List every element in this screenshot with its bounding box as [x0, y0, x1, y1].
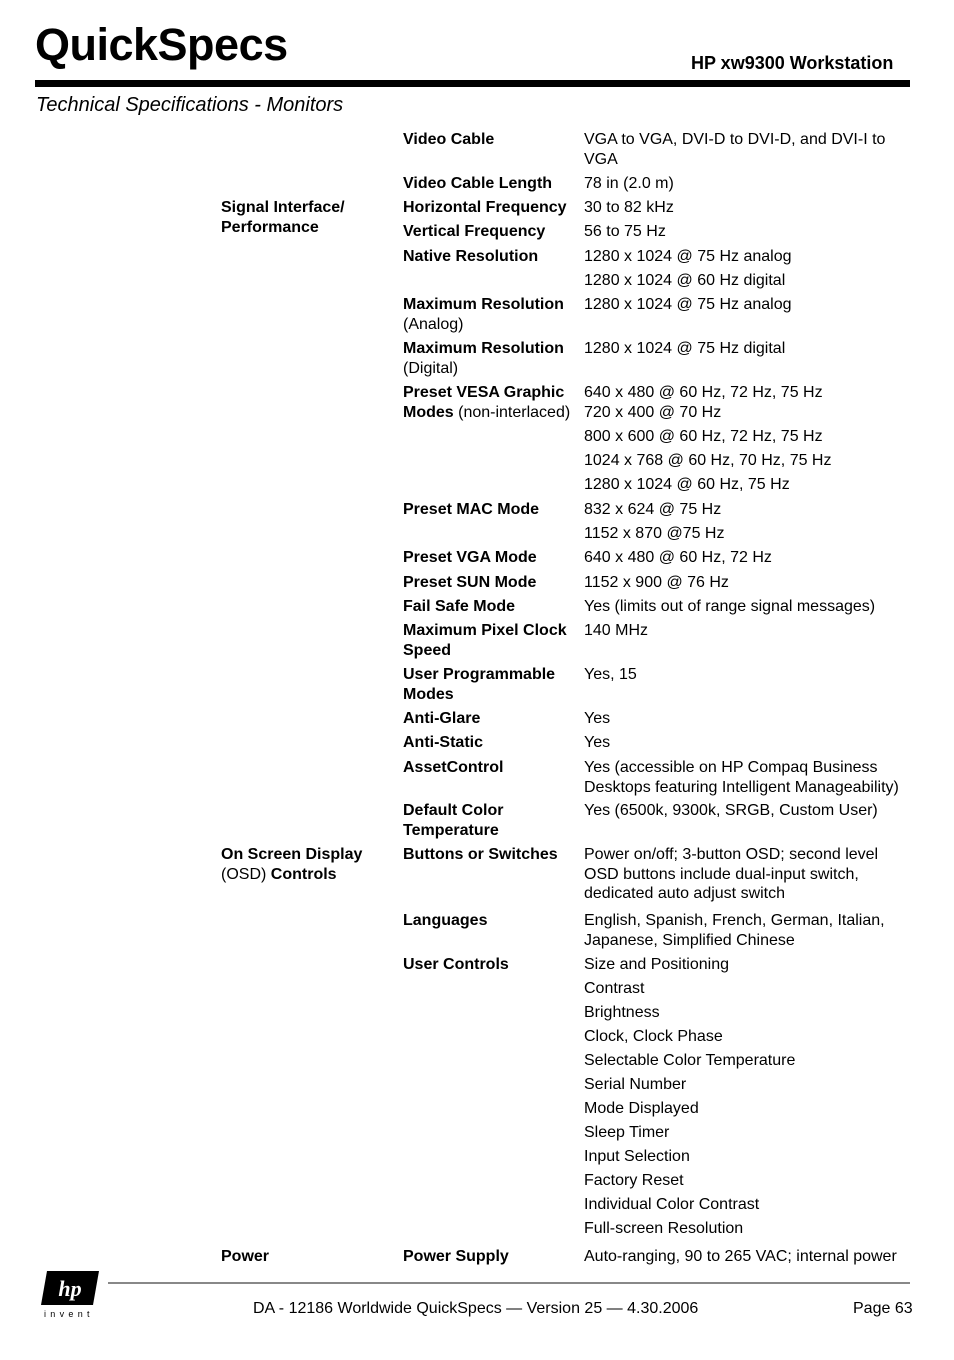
spec-value: Yes, 15 — [584, 666, 637, 683]
spec-value: English, Spanish, French, German, Italian, Japanese, Simplified Chinese — [584, 912, 885, 949]
spec-label — [403, 801, 581, 840]
spec-value: Clock, Clock Phase — [584, 1028, 723, 1045]
spec-value-cell — [584, 1247, 914, 1267]
spec-value: Yes (limits out of range signal messages) — [584, 598, 876, 615]
text-fragment: Vertical Frequency — [403, 223, 546, 240]
text-fragment: Preset SUN Mode — [403, 574, 537, 591]
spec-value-cell — [584, 130, 914, 169]
brand-title: QuickSpecs — [35, 19, 288, 70]
text-fragment: AssetControl — [403, 759, 504, 776]
spec-value: 1280 x 1024 @ 75 Hz digital — [584, 340, 786, 357]
text-fragment: Controls — [270, 865, 337, 883]
text-fragment: Preset VGA Mode — [403, 549, 537, 566]
group-cell — [221, 198, 396, 237]
footer-doc-info: DA - 12186 Worldwide QuickSpecs — Version 25 — 4.30.2006 — [253, 1300, 699, 1317]
footer-page-number: Page 63 — [853, 1300, 913, 1317]
spec-label — [403, 295, 581, 334]
text-fragment: Buttons or Switches — [403, 846, 558, 863]
spec-value: Yes — [584, 734, 611, 751]
spec-value: Power on/off; 3-button OSD; second level OSD buttons include dual-input switch, dedicated auto adjust switch — [584, 846, 879, 902]
spec-label — [403, 911, 581, 931]
spec-value-cell — [584, 174, 914, 194]
spec-value-cell — [584, 709, 914, 729]
text-fragment: Video Cable Length — [403, 175, 553, 192]
spec-value: Yes (accessible on HP Compaq Business Desktops featuring Intelligent Manageability) — [584, 759, 899, 796]
text-fragment: Default Color Temperature — [403, 802, 504, 839]
spec-value-cell — [584, 911, 914, 950]
spec-label — [403, 548, 581, 568]
text-fragment: Horizontal Frequency — [403, 199, 567, 216]
spec-value-cell — [584, 247, 914, 291]
group-cell — [221, 845, 396, 884]
spec-value: Size and Positioning — [584, 956, 729, 973]
text-fragment: Native Resolution — [403, 248, 539, 265]
text-fragment: Maximum Resolution — [403, 340, 564, 357]
spec-value-cell — [584, 198, 914, 218]
product-name: HP xw9300 Workstation — [691, 53, 894, 73]
spec-label — [403, 198, 581, 218]
text-fragment: Maximum Pixel Clock Speed — [403, 622, 567, 659]
spec-value: Sleep Timer — [584, 1124, 670, 1141]
spec-value: Contrast — [584, 980, 645, 997]
text-fragment: User Programmable Modes — [403, 666, 556, 703]
spec-value-cell — [584, 339, 914, 359]
spec-value-cell — [584, 801, 914, 821]
spec-label — [403, 621, 581, 660]
text-fragment: User Controls — [403, 956, 509, 973]
spec-value: 832 x 624 @ 75 Hz — [584, 501, 722, 518]
spec-value: 30 to 82 kHz — [584, 199, 674, 216]
spec-value: Selectable Color Temperature — [584, 1052, 796, 1069]
spec-value-cell — [584, 295, 914, 315]
spec-value-cell — [584, 383, 914, 494]
spec-label — [403, 845, 581, 865]
spec-label — [403, 500, 581, 520]
text-fragment: (Analog) — [403, 315, 464, 333]
footer-rule — [108, 1282, 910, 1284]
spec-value: 56 to 75 Hz — [584, 223, 666, 240]
spec-value-cell — [584, 621, 914, 641]
text-fragment: Power — [221, 1248, 270, 1265]
spec-value-cell — [584, 955, 914, 1239]
spec-label — [403, 339, 581, 378]
spec-value: 640 x 480 @ 60 Hz, 72 Hz, 75 Hz 720 x 400 @ 70 Hz — [584, 384, 823, 421]
spec-value: 78 in (2.0 m) — [584, 175, 674, 192]
text-fragment: On Screen Display — [221, 846, 363, 863]
spec-label — [403, 383, 581, 422]
spec-label — [403, 247, 581, 267]
group-cell — [221, 1247, 396, 1267]
text-fragment: (non-interlaced) — [458, 403, 571, 421]
spec-label — [403, 597, 581, 617]
spec-label — [403, 955, 581, 975]
text-fragment: Power Supply — [403, 1248, 509, 1265]
text-fragment: Preset MAC Mode — [403, 501, 540, 518]
spec-value: Serial Number — [584, 1076, 687, 1093]
spec-value: 1152 x 900 @ 76 Hz — [584, 574, 729, 591]
spec-value-cell — [584, 758, 914, 797]
text-fragment: Fail Safe Mode — [403, 598, 516, 615]
spec-label — [403, 665, 581, 704]
spec-value: Individual Color Contrast — [584, 1196, 760, 1213]
text-fragment: Anti-Static — [403, 734, 483, 751]
spec-value-cell — [584, 845, 914, 904]
spec-label — [403, 709, 581, 729]
spec-label — [403, 222, 581, 242]
spec-value: Auto-ranging, 90 to 265 VAC; internal power — [584, 1248, 897, 1265]
spec-value: 1280 x 1024 @ 75 Hz analog — [584, 296, 792, 313]
spec-label — [403, 758, 581, 778]
spec-value: 1024 x 768 @ 60 Hz, 70 Hz, 75 Hz — [584, 451, 832, 469]
spec-label — [403, 573, 581, 593]
header-rule — [35, 80, 910, 87]
spec-value-cell — [584, 597, 914, 617]
text-fragment: Video Cable — [403, 131, 495, 148]
spec-value: Yes — [584, 710, 611, 727]
spec-value: 140 MHz — [584, 622, 649, 639]
text-fragment: Maximum Resolution — [403, 296, 564, 313]
text-fragment: Signal Interface/ Performance — [221, 199, 345, 236]
text-fragment: (OSD) — [221, 865, 271, 883]
spec-label — [403, 733, 581, 753]
spec-value: VGA to VGA, DVI-D to DVI-D, and DVI-I to VGA — [584, 131, 886, 168]
spec-label — [403, 1247, 581, 1267]
text-fragment: (Digital) — [403, 359, 459, 377]
spec-value-cell — [584, 665, 914, 685]
spec-value: Brightness — [584, 1004, 660, 1021]
spec-value: 640 x 480 @ 60 Hz, 72 Hz — [584, 549, 772, 566]
spec-value: 1152 x 870 @75 Hz — [584, 525, 725, 542]
spec-value-cell — [584, 573, 914, 593]
text-fragment: Anti-Glare — [403, 710, 481, 727]
spec-value: Full-screen Resolution — [584, 1220, 744, 1237]
hp-logo-mark: hp — [58, 1276, 82, 1301]
spec-value-cell — [584, 222, 914, 242]
spec-value: Input Selection — [584, 1148, 690, 1165]
spec-value: 1280 x 1024 @ 75 Hz analog — [584, 248, 792, 265]
spec-value: Mode Displayed — [584, 1100, 699, 1117]
spec-label — [403, 130, 581, 150]
hp-logo-icon — [41, 1271, 99, 1305]
spec-value: 1280 x 1024 @ 60 Hz digital — [584, 272, 786, 289]
spec-value: 1280 x 1024 @ 60 Hz, 75 Hz — [584, 475, 790, 493]
hp-tagline: invent — [44, 1309, 94, 1319]
section-title: Technical Specifications - Monitors — [36, 94, 344, 116]
text-fragment: Preset VESA Graphic Modes — [403, 384, 565, 421]
text-fragment: Languages — [403, 912, 488, 929]
spec-value: 800 x 600 @ 60 Hz, 72 Hz, 75 Hz — [584, 427, 823, 445]
spec-value-cell — [584, 548, 914, 568]
spec-label — [403, 174, 581, 194]
spec-value-cell — [584, 500, 914, 544]
spec-value-cell — [584, 733, 914, 753]
spec-value: Yes (6500k, 9300k, SRGB, Custom User) — [584, 802, 878, 819]
spec-value: Factory Reset — [584, 1172, 684, 1189]
